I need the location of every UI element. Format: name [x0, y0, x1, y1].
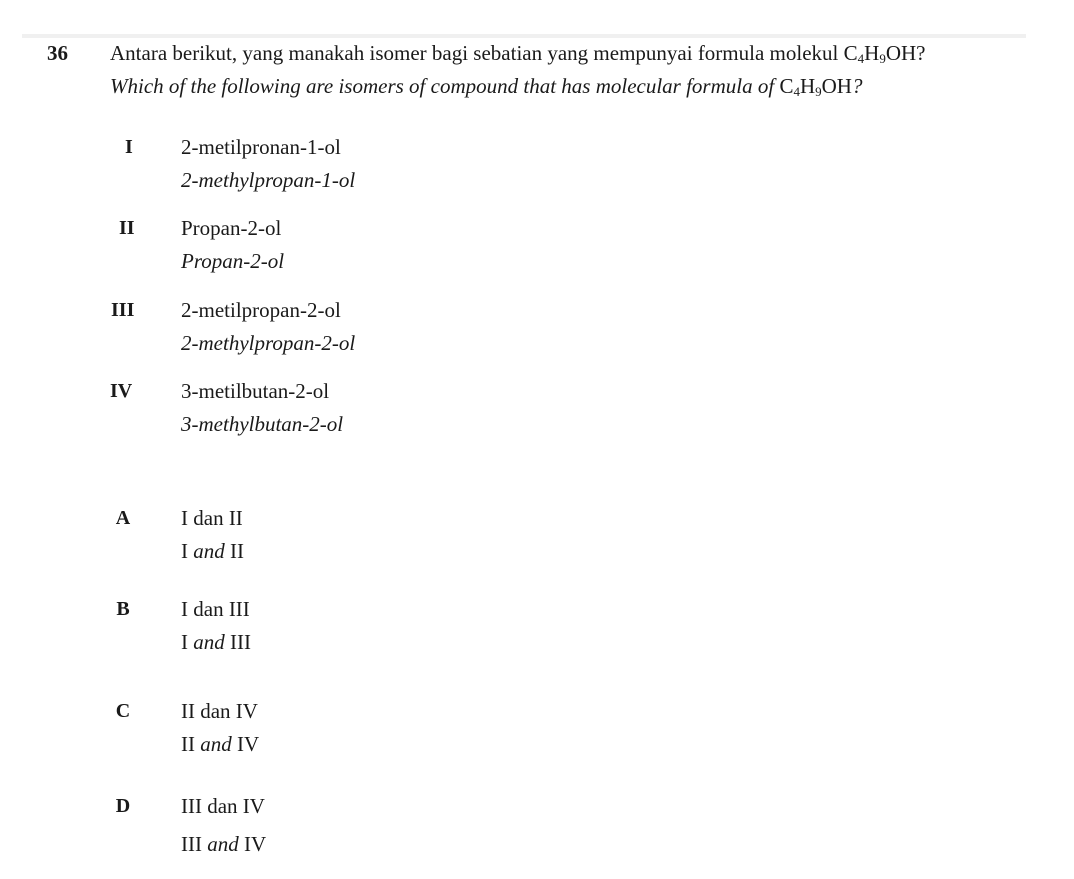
statement-item-2 — [0, 214, 1074, 284]
item-name-malay: Propan-2-ol — [181, 216, 282, 240]
option-letter: C — [115, 700, 131, 722]
answer-option-d[interactable] — [0, 792, 1074, 862]
statement-item-1 — [0, 133, 1074, 203]
item-name-english: 2-methylpropan-2-ol — [181, 331, 356, 355]
item-name-english: 2-methylpropan-1-ol — [181, 168, 356, 192]
question-number: 36 — [47, 41, 68, 65]
option-text-malay: I dan II — [181, 506, 243, 530]
item-numeral: IV — [110, 380, 133, 402]
molecular-formula-english: $C_4H_9OH$ — [779, 74, 852, 99]
item-name-english: Propan-2-ol — [181, 249, 285, 273]
question-text-english — [110, 72, 862, 100]
item-name-malay: 2-metilpronan-1-ol — [181, 135, 341, 159]
question-text-malay — [110, 39, 925, 67]
option-text-english: II and IV — [181, 732, 260, 756]
answer-option-c[interactable] — [0, 697, 1074, 767]
option-letter: D — [115, 795, 131, 817]
item-numeral: II — [119, 217, 135, 239]
molecular-formula-malay: $C_4H_9OH$ — [843, 41, 917, 66]
option-text-english: III and IV — [181, 832, 267, 856]
option-text-malay: II dan IV — [181, 699, 258, 723]
top-divider — [22, 34, 1026, 38]
question-english-body: Which of the following are isomers of compound that has molecular formula of — [110, 74, 775, 98]
item-name-english: 3-methylbutan-2-ol — [181, 412, 344, 436]
question-mark-malay: ? — [916, 41, 926, 65]
item-name-malay: 3-metilbutan-2-ol — [181, 379, 330, 403]
item-name-malay: 2-metilpropan-2-ol — [181, 298, 341, 322]
question-malay-body: Antara berikut, yang manakah isomer bagi sebatian yang mempunyai formula molekul — [110, 41, 839, 65]
option-text-malay: III dan IV — [181, 794, 265, 818]
question-mark-english: ? — [851, 74, 863, 98]
statement-item-4 — [0, 377, 1074, 447]
item-numeral: III — [111, 299, 135, 321]
answer-option-a[interactable] — [0, 504, 1074, 574]
answer-option-b[interactable] — [0, 595, 1074, 665]
option-text-english: I and II — [181, 539, 244, 563]
option-letter: A — [115, 507, 131, 529]
option-text-malay: I dan III — [181, 597, 250, 621]
option-text-english: I and III — [181, 630, 251, 654]
top-margin — [0, 0, 1074, 34]
option-letter: B — [116, 598, 130, 620]
item-numeral: I — [125, 136, 133, 158]
statement-item-3 — [0, 296, 1074, 366]
